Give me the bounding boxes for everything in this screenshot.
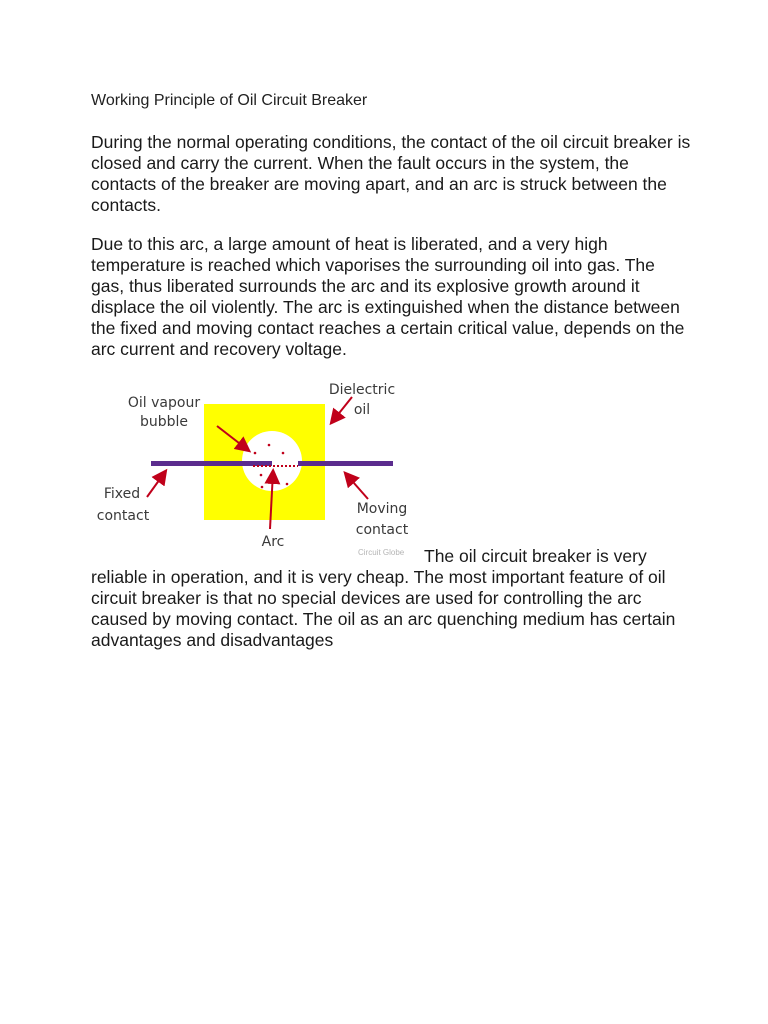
label-bubble: bubble [139,414,189,430]
moving-contact [298,461,393,466]
paragraph-advantages: reliable in operation, and it is very cheap. The most important feature of oil circuit breaker is that no special devices are used for controlling the arc caused by moving contact. The oil as an arc quenching medium has certain advantages and disadvantages [91,567,676,650]
watermark: Circuit Globe [358,548,405,557]
arrow-dielectric [332,397,352,422]
label-oil: oil [353,402,371,418]
label-oil-vapour: Oil vapour [127,395,201,411]
label-fixed-contact: contact [96,508,150,524]
paragraph-advantages-first-line: The oil circuit breaker is very [424,546,647,566]
label-fixed: Fixed [103,486,141,502]
paragraph-normal-operation: During the normal operating conditions, the contact of the oil circuit breaker is closed and carry the current. When the fault occurs in the system, the contacts of the breaker are moving apart, and an arc is struck between the contacts. [91,132,691,215]
paragraph-arc-extinction: Due to this arc, a large amount of heat is liberated, and a very high temperature is reached which vaporises the surrounding oil into gas. The gas, thus liberated surrounds the arc and its explosive growth around it displace the oil violently. The arc is extinguished when the distance between the fixed and moving contact reaches a certain critical value, depends on the arc current and recovery voltage. [91,234,685,359]
document-title: Working Principle of Oil Circuit Breaker [91,92,368,109]
label-moving-contact: contact [355,522,409,538]
diagram-svg [92,374,424,564]
oil-circuit-breaker-diagram [92,374,424,564]
arrow-fixed [147,472,165,497]
label-arc: Arc [261,534,285,550]
label-moving: Moving [356,501,408,517]
arrow-moving [346,474,368,499]
label-dielectric: Dielectric [328,382,396,398]
